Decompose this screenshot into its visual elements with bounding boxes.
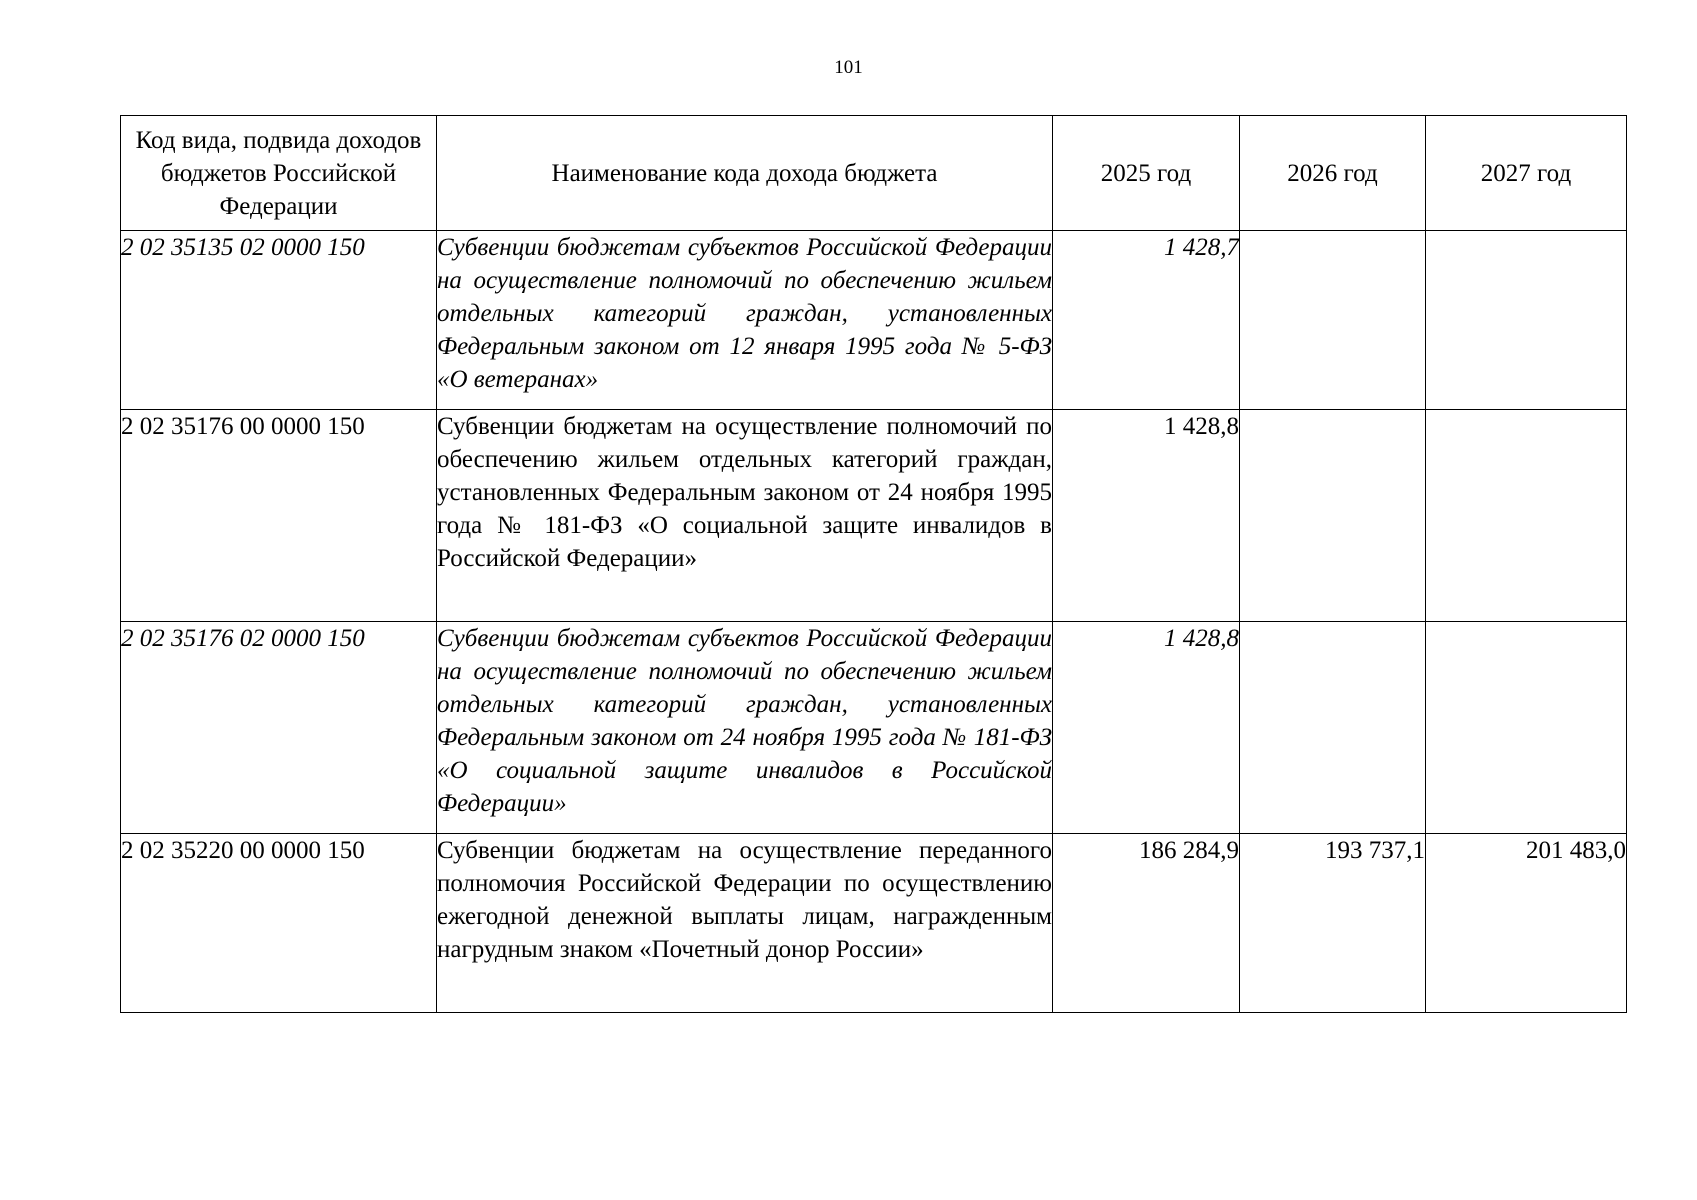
row-name: Субвенции бюджетам субъектов Российской Федерации на осуществление полномочий по обеспечению жильем отдельных категорий граждан, установленных Федеральным законом от 12 января 1995 года № 5-ФЗ «О ветеранах» xyxy=(437,231,1053,410)
row-value-2027 xyxy=(1426,622,1627,834)
row-value-2025: 186 284,9 xyxy=(1053,834,1240,1013)
row-value-2027 xyxy=(1426,231,1627,410)
page-number: 101 xyxy=(834,57,863,78)
row-code: 2 02 35135 02 0000 150 xyxy=(121,231,437,410)
row-value-2026 xyxy=(1240,231,1426,410)
header-2026: 2026 год xyxy=(1240,116,1426,231)
budget-revenue-table xyxy=(120,115,1627,1013)
table-header xyxy=(121,116,1627,231)
row-code: 2 02 35220 00 0000 150 xyxy=(121,834,437,1013)
row-value-2027 xyxy=(1426,410,1627,622)
row-value-2025: 1 428,8 xyxy=(1053,622,1240,834)
table-body xyxy=(121,231,1627,1013)
row-name: Субвенции бюджетам субъектов Российской Федерации на осуществление полномочий по обеспечению жильем отдельных категорий граждан, установленных Федеральным законом от 24 ноября 1995 года № 181-ФЗ «О социальной защите инвалидов в Российской Федерации» xyxy=(437,622,1053,834)
table-row xyxy=(121,834,1627,1013)
table-row xyxy=(121,231,1627,410)
row-code: 2 02 35176 00 0000 150 xyxy=(121,410,437,622)
row-value-2027: 201 483,0 xyxy=(1426,834,1627,1013)
row-name: Субвенции бюджетам на осуществление переданного полномочия Российской Федерации по осуществлению ежегодной денежной выплаты лицам, награжденным нагрудным знаком «Почетный донор России» xyxy=(437,834,1053,1013)
row-value-2026 xyxy=(1240,410,1426,622)
table-row xyxy=(121,410,1627,622)
header-code: Код вида, подвида доходов бюджетов Российской Федерации xyxy=(121,116,437,231)
row-code: 2 02 35176 02 0000 150 xyxy=(121,622,437,834)
row-name: Субвенции бюджетам на осуществление полномочий по обеспечению жильем отдельных категорий граждан, установленных Федеральным законом от 24 ноября 1995 года № 181-ФЗ «О социальной защите инвалидов в Российской Федерации» xyxy=(437,410,1053,622)
header-name: Наименование кода дохода бюджета xyxy=(437,116,1053,231)
table-row xyxy=(121,622,1627,834)
row-value-2025: 1 428,8 xyxy=(1053,410,1240,622)
header-2025: 2025 год xyxy=(1053,116,1240,231)
row-value-2026: 193 737,1 xyxy=(1240,834,1426,1013)
header-row xyxy=(121,116,1627,231)
header-2027: 2027 год xyxy=(1426,116,1627,231)
row-value-2025: 1 428,7 xyxy=(1053,231,1240,410)
row-value-2026 xyxy=(1240,622,1426,834)
